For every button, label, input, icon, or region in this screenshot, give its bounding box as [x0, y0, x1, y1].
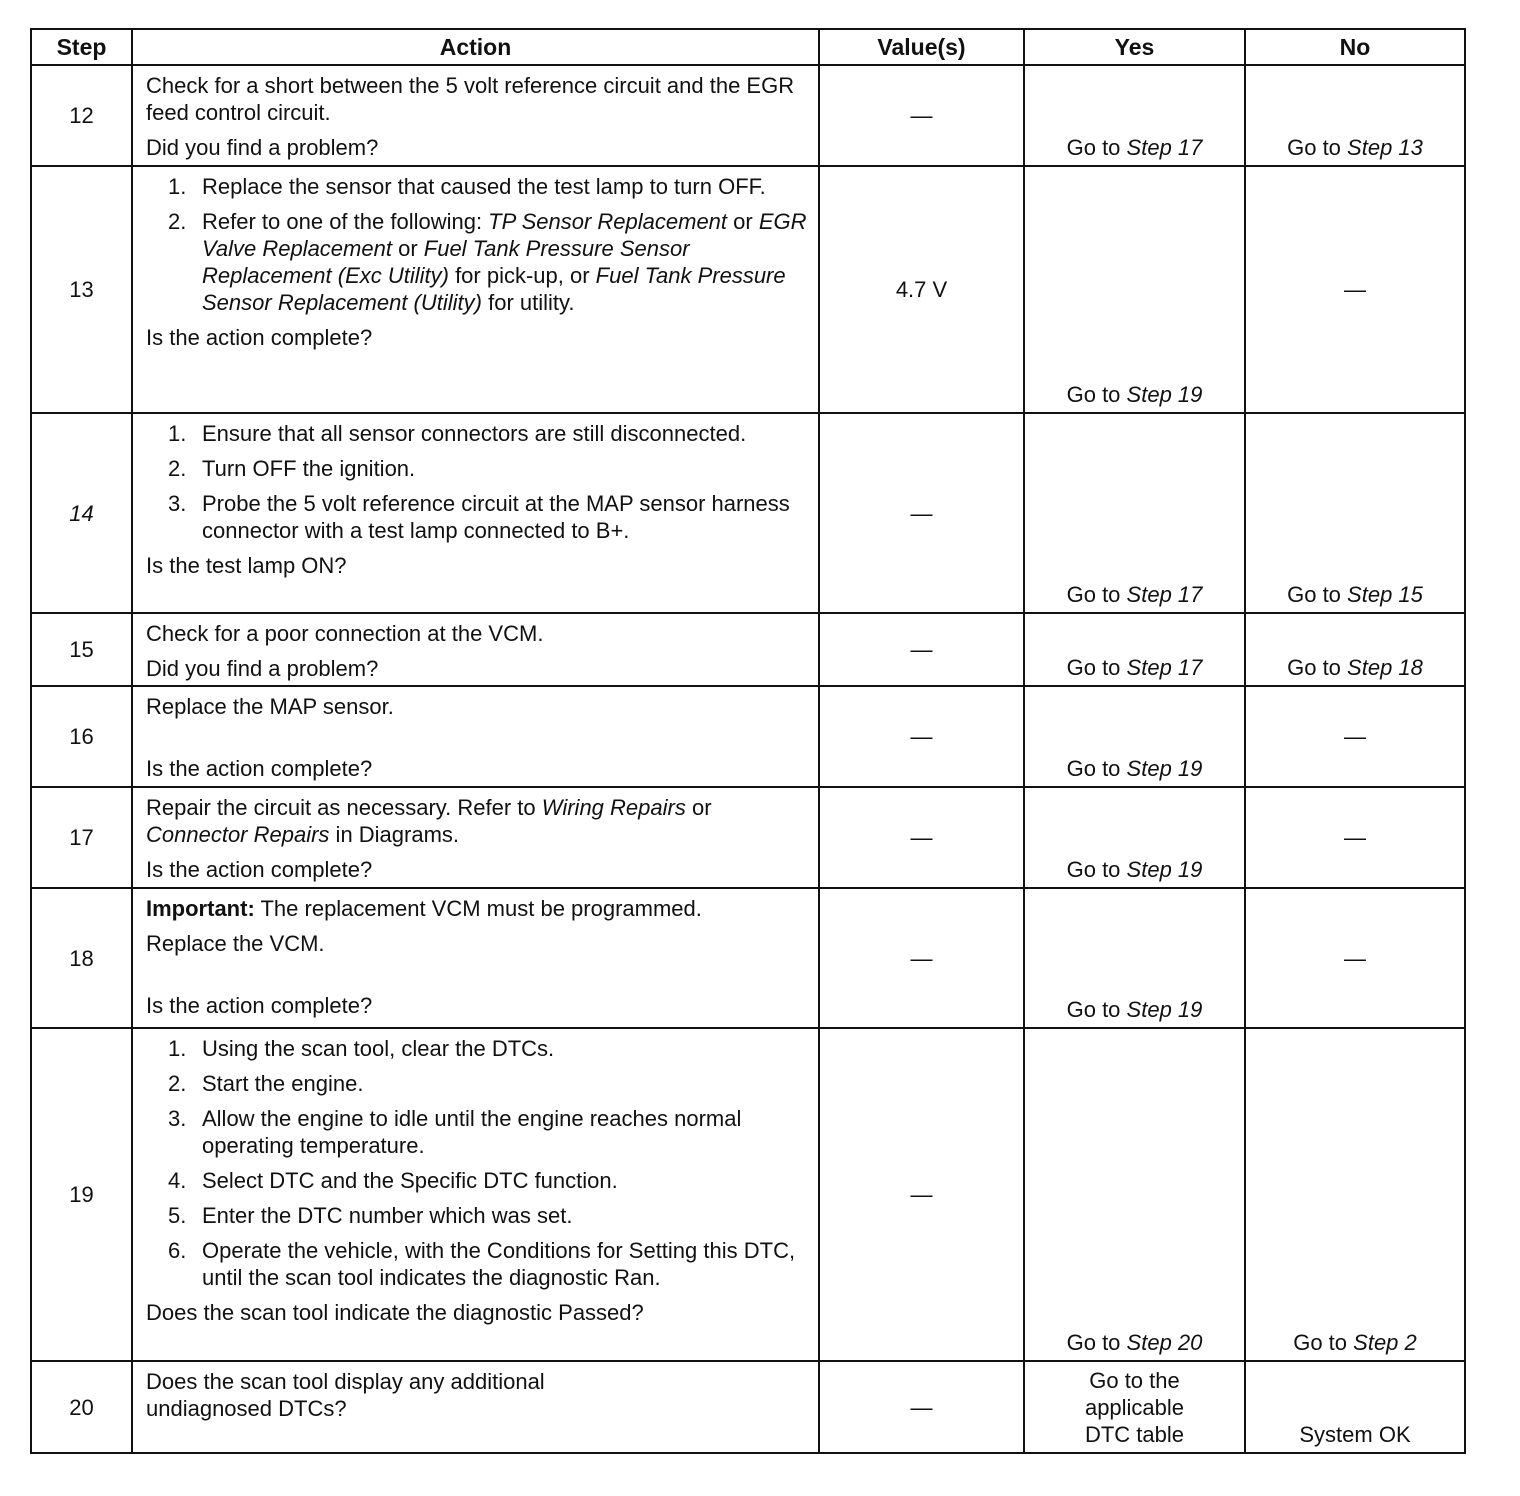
action-cell: [132, 613, 819, 686]
list-item: 1. Replace the sensor that caused the test lamp to turn OFF.: [168, 174, 766, 199]
action-cell: [132, 1361, 819, 1453]
action-cell: [132, 65, 819, 166]
yes-cell: Go to Step 17: [1024, 613, 1245, 686]
action-question: Did you find a problem?: [146, 135, 379, 160]
action-list: [146, 420, 808, 544]
action-question: Is the action complete?: [146, 756, 373, 781]
no-cell: —: [1245, 888, 1465, 1028]
action-question: Did you find a problem?: [146, 656, 379, 681]
list-item: 4. Select DTC and the Specific DTC function.: [168, 1168, 618, 1193]
yes-step-ref: Step 17: [1126, 135, 1203, 160]
header-action: Action: [132, 29, 819, 65]
value-cell: —: [819, 1028, 1024, 1361]
step-number: 14: [31, 413, 132, 613]
table-row: [31, 1028, 1465, 1361]
step-number: 16: [31, 686, 132, 787]
no-cell: —: [1245, 166, 1465, 413]
step-number: 18: [31, 888, 132, 1028]
header-values: Value(s): [819, 29, 1024, 65]
no-cell: Go to Step 13: [1245, 65, 1465, 166]
no-step-ref: Step 15: [1347, 582, 1423, 607]
yes-cell: Go to Step 20: [1024, 1028, 1245, 1361]
yes-step-ref: Step 17: [1126, 582, 1203, 607]
yes-cell: Go to Step 17: [1024, 413, 1245, 613]
list-item: 2. Turn OFF the ignition.: [168, 456, 416, 481]
no-step-ref: Step 13: [1347, 135, 1423, 160]
action-question: Is the action complete?: [146, 857, 373, 882]
list-item: 2. Refer to one of the following: TP Sensor Replacement or EGR Valve Replacement or Fuel Tank Pressure Sensor Replacement (Exc Utility) for pick-up, or Fuel Tank Pressure Sensor Replacement (Utility) for utility.: [168, 209, 807, 315]
action-cell: [132, 1028, 819, 1361]
list-item: 6. Operate the vehicle, with the Conditions for Setting this DTC, until the scan tool indicates the diagnostic Ran.: [168, 1238, 796, 1290]
action-text: Replace the VCM.: [146, 931, 325, 956]
step-number: 20: [31, 1361, 132, 1453]
action-cell: [132, 787, 819, 888]
header-row: [31, 29, 1465, 65]
table-row: [31, 413, 1465, 613]
action-question: Is the action complete?: [146, 993, 373, 1018]
no-step-ref: Step 2: [1353, 1330, 1417, 1355]
no-cell: Go to Step 18: [1245, 613, 1465, 686]
yes-step-ref: Step 19: [1126, 382, 1203, 407]
list-item: 3. Probe the 5 volt reference circuit at the MAP sensor harness connector with a test lamp connected to B+.: [168, 491, 790, 543]
action-text: Check for a short between the 5 volt reference circuit and the EGR feed control circuit.: [146, 73, 795, 125]
step-number: 17: [31, 787, 132, 888]
action-cell: [132, 888, 819, 1028]
no-cell: —: [1245, 686, 1465, 787]
no-cell: Go to Step 2: [1245, 1028, 1465, 1361]
action-cell: [132, 686, 819, 787]
action-cell: [132, 166, 819, 413]
action-question: Is the test lamp ON?: [146, 553, 347, 578]
yes-step-ref: Step 19: [1126, 857, 1203, 882]
action-question: Is the action complete?: [146, 325, 373, 350]
action-list: [146, 1035, 808, 1291]
step-number: 15: [31, 613, 132, 686]
value-cell: 4.7 V: [819, 166, 1024, 413]
no-cell: System OK: [1245, 1361, 1465, 1453]
value-cell: —: [819, 787, 1024, 888]
yes-cell: Go to Step 17: [1024, 65, 1245, 166]
value-cell: —: [819, 1361, 1024, 1453]
yes-cell: Go to Step 19: [1024, 787, 1245, 888]
table-row: [31, 613, 1465, 686]
header-no: No: [1245, 29, 1465, 65]
no-cell: Go to Step 15: [1245, 413, 1465, 613]
action-text: Replace the MAP sensor.: [146, 694, 394, 719]
yes-cell: Go to Step 19: [1024, 888, 1245, 1028]
list-item: 5. Enter the DTC number which was set.: [168, 1203, 573, 1228]
diagnostic-table: [30, 28, 1466, 1454]
list-item: 1. Ensure that all sensor connectors are still disconnected.: [168, 421, 747, 446]
table-row: [31, 888, 1465, 1028]
step-number: 13: [31, 166, 132, 413]
value-cell: —: [819, 413, 1024, 613]
no-cell: —: [1245, 787, 1465, 888]
yes-cell: Go to the applicable DTC table: [1024, 1361, 1245, 1453]
header-yes: Yes: [1024, 29, 1245, 65]
action-list: [146, 173, 808, 316]
action-text: Repair the circuit as necessary. Refer to Wiring Repairs or Connector Repairs in Diagrams.: [146, 795, 712, 847]
yes-step-ref: Step 19: [1126, 997, 1203, 1022]
value-cell: —: [819, 686, 1024, 787]
action-cell: [132, 413, 819, 613]
yes-cell: Go to Step 19: [1024, 686, 1245, 787]
list-item: 3. Allow the engine to idle until the engine reaches normal operating temperature.: [168, 1106, 742, 1158]
yes-step-ref: Step 17: [1126, 655, 1203, 680]
action-text: Check for a poor connection at the VCM.: [146, 621, 544, 646]
step-number: 19: [31, 1028, 132, 1361]
table-row: [31, 65, 1465, 166]
no-step-ref: Step 18: [1347, 655, 1423, 680]
table-row: [31, 1361, 1465, 1453]
action-question: Does the scan tool indicate the diagnostic Passed?: [146, 1300, 644, 1325]
value-cell: —: [819, 65, 1024, 166]
list-item: 2. Start the engine.: [168, 1071, 364, 1096]
step-number: 12: [31, 65, 132, 166]
yes-step-ref: Step 19: [1126, 756, 1203, 781]
header-step: Step: [31, 29, 132, 65]
list-item: 1. Using the scan tool, clear the DTCs.: [168, 1036, 555, 1061]
table-row: [31, 166, 1465, 413]
yes-step-ref: Step 20: [1126, 1330, 1203, 1355]
table-row: [31, 686, 1465, 787]
important-note: Important: The replacement VCM must be programmed.: [146, 896, 702, 921]
table-row: [31, 787, 1465, 888]
action-question: Does the scan tool display any additional undiagnosed DTCs?: [146, 1369, 545, 1421]
yes-cell: Go to Step 19: [1024, 166, 1245, 413]
value-cell: —: [819, 888, 1024, 1028]
value-cell: —: [819, 613, 1024, 686]
